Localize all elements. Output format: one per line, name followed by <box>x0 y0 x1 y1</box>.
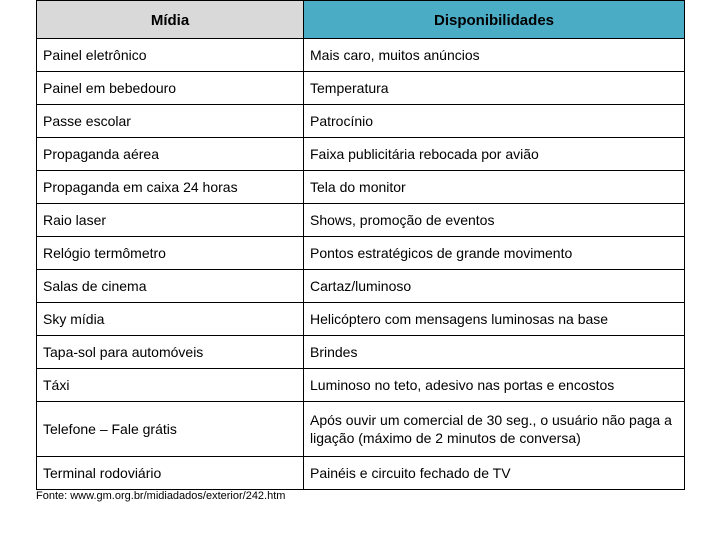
cell-disponibilidade: Pontos estratégicos de grande movimento <box>304 237 685 270</box>
header-midia: Mídia <box>37 1 304 39</box>
cell-disponibilidade: Brindes <box>304 336 685 369</box>
cell-midia: Telefone – Fale grátis <box>37 402 304 457</box>
cell-midia: Propaganda em caixa 24 horas <box>37 171 304 204</box>
table-row <box>37 270 685 303</box>
cell-midia: Salas de cinema <box>37 270 304 303</box>
cell-disponibilidade: Cartaz/luminoso <box>304 270 685 303</box>
cell-midia: Sky mídia <box>37 303 304 336</box>
cell-disponibilidade: Painéis e circuito fechado de TV <box>304 457 685 490</box>
table-row <box>37 72 685 105</box>
table-row <box>37 39 685 72</box>
cell-disponibilidade: Helicóptero com mensagens luminosas na base <box>304 303 685 336</box>
cell-midia: Propaganda aérea <box>37 138 304 171</box>
cell-midia: Painel eletrônico <box>37 39 304 72</box>
source-caption: Fonte: www.gm.org.br/midiadados/exterior/242.htm <box>36 490 286 502</box>
table-row <box>37 402 685 457</box>
table-row <box>37 457 685 490</box>
cell-midia: Passe escolar <box>37 105 304 138</box>
cell-disponibilidade: Shows, promoção de eventos <box>304 204 685 237</box>
table-row <box>37 336 685 369</box>
cell-disponibilidade: Mais caro, muitos anúncios <box>304 39 685 72</box>
table-row <box>37 105 685 138</box>
table-row <box>37 138 685 171</box>
cell-midia: Táxi <box>37 369 304 402</box>
cell-midia: Terminal rodoviário <box>37 457 304 490</box>
cell-midia: Painel em bebedouro <box>37 72 304 105</box>
cell-midia: Raio laser <box>37 204 304 237</box>
cell-disponibilidade: Tela do monitor <box>304 171 685 204</box>
table-row <box>37 237 685 270</box>
cell-disponibilidade: Faixa publicitária rebocada por avião <box>304 138 685 171</box>
table-header-row <box>37 1 685 39</box>
cell-midia: Relógio termômetro <box>37 237 304 270</box>
table-row <box>37 303 685 336</box>
table-row <box>37 204 685 237</box>
cell-disponibilidade: Após ouvir um comercial de 30 seg., o usuário não paga a ligação (máximo de 2 minutos de conversa) <box>304 402 685 457</box>
media-table-container <box>36 0 684 490</box>
cell-midia: Tapa-sol para automóveis <box>37 336 304 369</box>
cell-disponibilidade: Luminoso no teto, adesivo nas portas e encostos <box>304 369 685 402</box>
header-disponibilidades: Disponibilidades <box>304 1 685 39</box>
cell-disponibilidade: Temperatura <box>304 72 685 105</box>
table-row <box>37 171 685 204</box>
cell-disponibilidade: Patrocínio <box>304 105 685 138</box>
table-row <box>37 369 685 402</box>
media-table <box>36 0 685 490</box>
